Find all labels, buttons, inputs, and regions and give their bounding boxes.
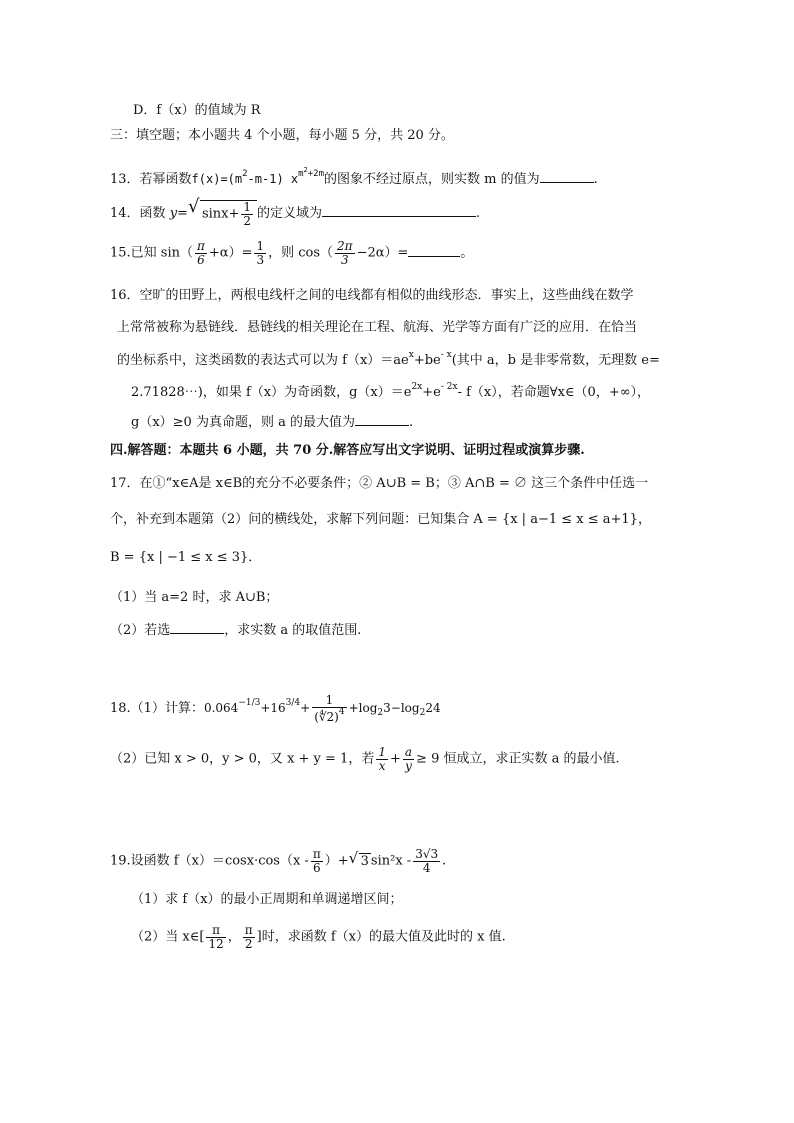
q19-part1: （1）求 f（x）的最小正周期和单调递增区间； bbox=[131, 892, 403, 907]
q14-sqrt: √ sinx+ $\frac{1}{2}$ bbox=[188, 200, 257, 227]
q17-part1: （1）当 a=2 时，求 A∪B； bbox=[110, 590, 279, 605]
q17-line3: B = {x | −1 ≤ x ≤ 3}． bbox=[110, 550, 262, 565]
q16-line2: 上常常被称为悬链线．悬链线的相关理论在工程、航海、光学等方面有广泛的应用．在恰当 bbox=[117, 320, 638, 335]
question-15: 15.已知 sin（ $\frac{\pi}{6}$ +α）= $\frac{1}{3}$ ，则 cos（ $\frac{2\pi}{3}$ −2α）= 。 bbox=[110, 239, 474, 267]
q18-part1: 18.（1）计算：$0.064^{-1/3}+16^{3/4}+$ $\frac{1}{(∜2)^4}$ $+\log_23-\log_224$ bbox=[110, 693, 441, 724]
question-13: 13．若幂函数$f(x)=(m^2-m-1)$ $x^{m^2+2m}$的图象不经过原点，则实数 m 的值为 . bbox=[110, 166, 598, 187]
q16-line1: 16．空旷的田野上，两根电线杆之间的电线都有相似的曲线形态．事实上，这些曲线在数学 bbox=[110, 288, 634, 303]
section-solution-heading: 四.解答题：本题共 6 小题，共 70 分.解答应写出文字说明、证明过程或演算步骤. bbox=[110, 443, 585, 458]
q19-statement: 19.设函数 f（x）＝cosx·cos（x - $\frac{\pi}{6}$ ）+ √ 3 sin²x - $\frac{3√3}{4}$ . bbox=[110, 847, 447, 875]
q17-line1: 17．在①“x∈A是 x∈B的充分不必要条件；② A∪B = B；③ A∩B = ∅ 这三个条件中任选一 bbox=[110, 476, 649, 491]
option-d: D．f（x）的值域为 R bbox=[133, 103, 261, 118]
q18-part2: （2）已知 x > 0，y > 0，又 x + y = 1，若 $\frac{1}{x}$ + $\frac{a}{y}$ ≥ 9 恒成立，求正实数 a 的最小值. bbox=[110, 745, 620, 773]
q13-number: 13．若幂函数 bbox=[110, 172, 192, 187]
question-14: 14．函数 y= √ sinx+ $\frac{1}{2}$ 的定义域为 . bbox=[110, 196, 481, 228]
q19-part2: （2）当 x∈[ $\frac{\pi}{12}$ ， $\frac{\pi}{2}$ ]时，求函数 f（x）的最大值及此时的 x 值. bbox=[131, 923, 506, 951]
q13-text: 的图象不经过原点，则实数 m 的值为 bbox=[324, 172, 540, 187]
q17-line2: 个，补充到本题第（2）问的横线处，求解下列问题：已知集合 A = {x | a−1 ≤ x ≤ a+1}， bbox=[110, 512, 651, 527]
q14-answer-blank[interactable] bbox=[322, 204, 476, 217]
q16-line3: 的坐标系中，这类函数的表达式可以为 $f(x)=ae^x+be^{- x}$(其中 a，b 是非零常数，无理数 e= bbox=[117, 350, 660, 368]
q17-choice-blank[interactable] bbox=[170, 621, 224, 634]
q16-line5: g（x）≥0 为真命题，则 a 的最大值为 . bbox=[131, 415, 414, 430]
q17-part2: （2）若选 ，求实数 a 的取值范围. bbox=[110, 623, 362, 638]
q16-line4: 2.71828⋯)，如果 f（x）为奇函数，$g(x)=e^{2x}+e^{- 2x}-$ f（x），若命题∀x∈（0，+∞）， bbox=[131, 382, 651, 400]
section-fill-in-heading: 三：填空题；本小题共 4 个小题，每小题 5 分，共 20 分。 bbox=[110, 128, 454, 143]
q16-answer-blank[interactable] bbox=[355, 413, 409, 426]
q13-function: $f(x)=(m^2-m-1)$ $x^{m^2+2m}$ bbox=[191, 166, 325, 186]
q15-answer-blank[interactable] bbox=[408, 244, 460, 257]
q13-answer-blank[interactable] bbox=[540, 170, 594, 183]
